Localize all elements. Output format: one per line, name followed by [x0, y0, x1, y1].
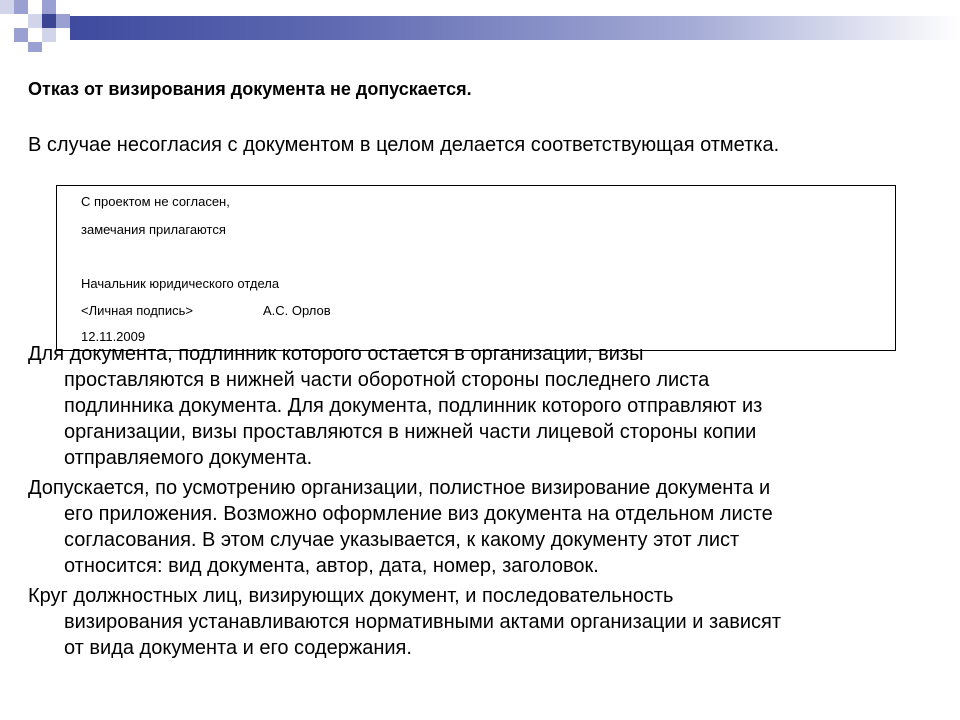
decor-square — [42, 14, 56, 28]
slide-heading: Отказ от визирования документа не допускается. — [28, 79, 472, 99]
slide-header-decoration — [0, 0, 960, 46]
paragraph-line: от вида документа и его содержания. — [64, 637, 412, 659]
decor-square — [28, 42, 42, 52]
paragraph-line: отправляемого документа. — [64, 447, 313, 469]
paragraph-line: Круг должностных лиц, визирующих документ, и последовательность — [28, 585, 674, 607]
visa-signer-name: А.С. Орлов — [263, 303, 331, 318]
paragraph-1 — [28, 341, 938, 471]
visa-position: Начальник юридического отдела — [81, 276, 280, 291]
paragraph-line: визирования устанавливаются нормативными актами организации и зависят — [64, 611, 782, 633]
decor-square — [56, 14, 70, 28]
visa-date: 12.11.2009 — [81, 329, 146, 344]
paragraph-line: Для документа, подлинник которого остается в организации, визы — [28, 343, 644, 365]
visa-signature-row — [81, 303, 331, 318]
decor-square — [14, 0, 28, 14]
paragraph-2 — [28, 475, 938, 579]
slide-subline: В случае несогласия с документом в целом делается соответствующая отметка. — [28, 134, 780, 156]
decor-square — [14, 28, 28, 42]
header-gradient-bar — [70, 16, 960, 40]
paragraph-line: Допускается, по усмотрению организации, полистное визирование документа и — [28, 477, 771, 499]
decor-square — [42, 28, 56, 42]
visa-example-box — [56, 185, 896, 351]
paragraph-line: подлинника документа. Для документа, подлинник которого отправляют из — [64, 395, 763, 417]
paragraph-line: его приложения. Возможно оформление виз документа на отдельном листе — [64, 503, 773, 525]
paragraph-line: относится: вид документа, автор, дата, номер, заголовок. — [64, 555, 599, 577]
decor-square — [0, 0, 14, 14]
decor-square — [28, 14, 42, 28]
visa-line-2: замечания прилагаются — [81, 222, 226, 237]
visa-line-1: С проектом не согласен, — [81, 194, 230, 209]
paragraph-3 — [28, 583, 938, 661]
decor-square — [42, 0, 56, 14]
paragraph-line: согласования. В этом случае указывается, к какому документу этот лист — [64, 529, 740, 551]
visa-signature: <Личная подпись> — [81, 303, 193, 318]
paragraph-line: проставляются в нижней части оборотной стороны последнего листа — [64, 369, 710, 391]
paragraph-line: организации, визы проставляются в нижней части лицевой стороны копии — [64, 421, 757, 443]
